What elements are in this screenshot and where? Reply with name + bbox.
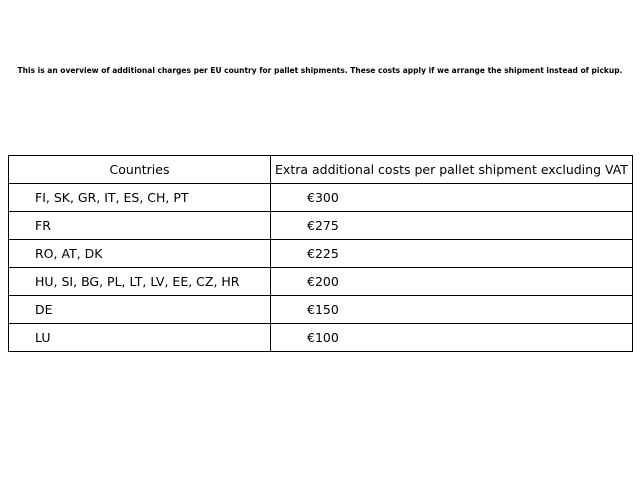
charges-table-body bbox=[9, 184, 633, 352]
countries-cell: DE bbox=[9, 296, 271, 324]
cost-cell: €225 bbox=[271, 240, 633, 268]
cost-cell: €100 bbox=[271, 324, 633, 352]
table-row bbox=[9, 268, 633, 296]
countries-cell: FI, SK, GR, IT, ES, CH, PT bbox=[9, 184, 271, 212]
header-row bbox=[9, 156, 633, 184]
intro-text: This is an overview of additional charges per EU country for pallet shipments. These costs apply if we arrange the shipment instead of pickup. bbox=[17, 66, 623, 75]
countries-cell: HU, SI, BG, PL, LT, LV, EE, CZ, HR bbox=[9, 268, 271, 296]
countries-cell: LU bbox=[9, 324, 271, 352]
cost-column-header: Extra additional costs per pallet shipment excluding VAT bbox=[271, 156, 633, 184]
table-row bbox=[9, 184, 633, 212]
table-row bbox=[9, 324, 633, 352]
table-row bbox=[9, 212, 633, 240]
charges-table-header bbox=[9, 156, 633, 184]
table-row bbox=[9, 296, 633, 324]
countries-cell: RO, AT, DK bbox=[9, 240, 271, 268]
cost-cell: €200 bbox=[271, 268, 633, 296]
cost-cell: €150 bbox=[271, 296, 633, 324]
cost-cell: €300 bbox=[271, 184, 633, 212]
countries-column-header: Countries bbox=[9, 156, 271, 184]
cost-cell: €275 bbox=[271, 212, 633, 240]
table-row bbox=[9, 240, 633, 268]
charges-table bbox=[8, 155, 633, 352]
countries-cell: FR bbox=[9, 212, 271, 240]
